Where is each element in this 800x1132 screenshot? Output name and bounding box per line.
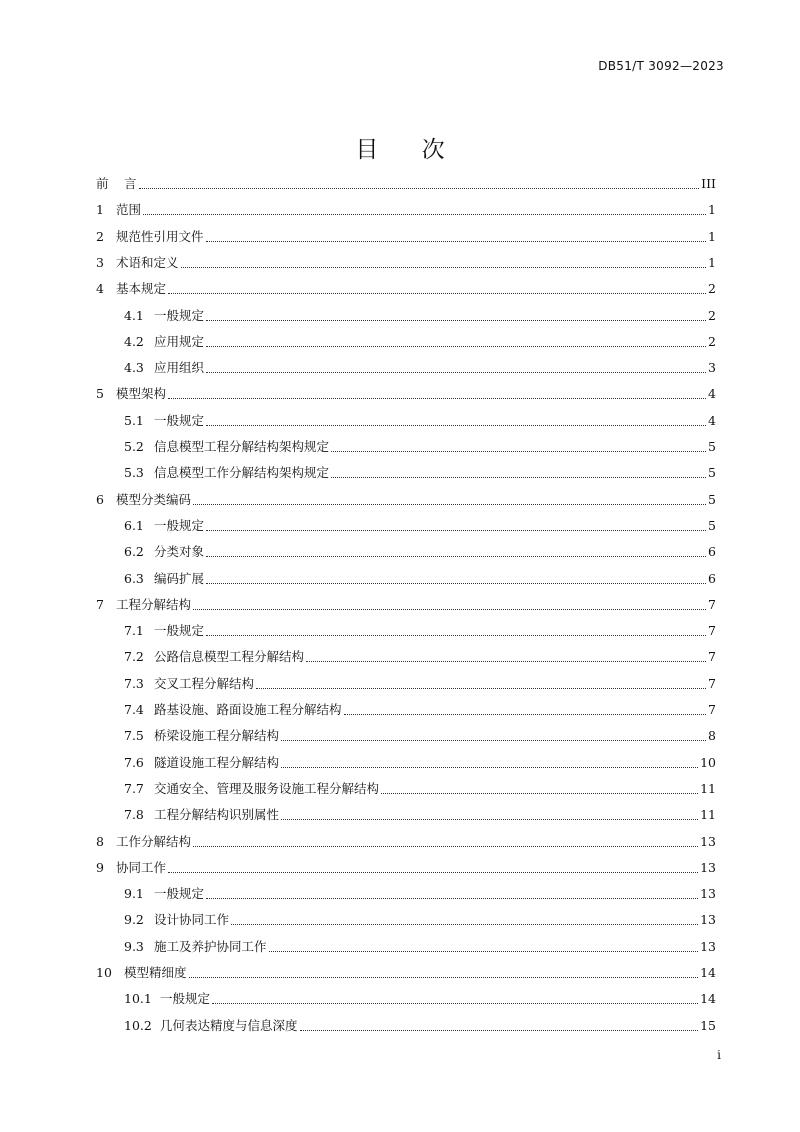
toc-entry-page: 2: [708, 333, 716, 349]
toc-entry-page: 8: [708, 728, 716, 744]
toc-entry-page: 14: [700, 965, 716, 980]
document-code: DB51/T 3092—2023: [598, 59, 724, 73]
toc-entry-title: 施工及养护协同工作: [154, 938, 267, 954]
toc-subentry[interactable]: [124, 328, 716, 350]
toc-leader-dots: [256, 687, 706, 689]
toc-entry-title: 一般规定: [160, 991, 211, 1007]
toc-leader-dots: [231, 923, 698, 925]
toc-entry-page: 14: [700, 991, 716, 1007]
toc-entry-title: 路基设施、路面设施工程分解结构: [154, 702, 342, 717]
toc-leader-dots: [193, 503, 706, 505]
toc-entry-page: 1: [708, 228, 716, 244]
toc-entry-title: 规范性引用文件: [116, 228, 204, 244]
toc-entry-page: 6: [708, 570, 716, 586]
toc-leader-dots: [331, 476, 706, 478]
toc-entry-number: 7.5: [124, 728, 144, 744]
toc-subentry[interactable]: [124, 565, 716, 587]
toc-entry-title: 几何表达精度与信息深度: [160, 1017, 298, 1033]
toc-entry-page: 11: [700, 780, 716, 796]
toc-subentry[interactable]: [124, 459, 716, 481]
toc-entry-number: 1: [96, 202, 104, 218]
toc-entry-page: 7: [708, 623, 716, 639]
toc-subentry[interactable]: [124, 617, 716, 639]
toc-subentry[interactable]: [124, 906, 716, 928]
toc-entry-title: 交通安全、管理及服务设施工程分解结构: [154, 780, 380, 796]
toc-leader-dots: [206, 424, 706, 426]
toc-subentry[interactable]: [124, 696, 716, 718]
toc-entry-title: 分类对象: [154, 544, 205, 560]
toc-entry-number: 10.1: [124, 991, 152, 1007]
toc-entry-number: 4.1: [124, 307, 144, 323]
toc-entry-title: 一般规定: [154, 623, 205, 639]
toc-entry-page: 7: [708, 596, 716, 612]
toc-subentry[interactable]: [124, 985, 716, 1007]
toc-leader-dots: [306, 660, 706, 662]
toc-leader-dots: [281, 739, 706, 741]
toc-entry-number: 8: [96, 833, 104, 849]
toc-entry-title: 协同工作: [116, 859, 167, 875]
toc-entry-page: 1: [708, 202, 716, 218]
toc-entry-title: 编码扩展: [154, 570, 205, 586]
toc-subentry[interactable]: [124, 722, 716, 744]
toc-entry-title: 隧道设施工程分解结构: [154, 754, 280, 770]
toc-entry-page: 2: [708, 281, 716, 297]
toc-leader-dots: [344, 713, 706, 715]
toc-entry-number: 6.1: [124, 517, 144, 533]
toc-entry-title: 一般规定: [154, 517, 205, 533]
toc-entry-number: 4.3: [124, 360, 144, 376]
toc-entry-page: 7: [708, 702, 716, 717]
toc-entry-page: 11: [700, 807, 716, 823]
toc-entry-number: 2: [96, 228, 104, 244]
toc-entry-number: 5.2: [124, 439, 144, 454]
toc-leader-dots: [168, 292, 706, 294]
toc-subentry[interactable]: [124, 538, 716, 560]
toc-entry-number: 10: [96, 965, 112, 980]
toc-entry-title: 术语和定义: [116, 254, 179, 270]
toc-leader-dots: [381, 792, 698, 794]
toc-entry-title: 应用规定: [154, 333, 205, 349]
toc-entry-page: 13: [700, 912, 716, 928]
toc-entry-title: 信息模型工程分解结构架构规定: [154, 439, 330, 454]
toc-entry-title: 模型精细度: [124, 965, 187, 980]
toc-entry-number: 3: [96, 254, 104, 270]
toc-entry-title: 模型分类编码: [116, 491, 192, 507]
toc-entry-number: 7.4: [124, 702, 144, 717]
toc-entry-title: 工程分解结构识别属性: [154, 807, 280, 823]
toc-entry-page: 7: [708, 675, 716, 691]
toc-entry-page: 15: [700, 1017, 716, 1033]
toc-entry-page: 13: [700, 859, 716, 875]
toc-entry-number: 9.3: [124, 938, 144, 954]
toc-entry-number: 4.2: [124, 333, 144, 349]
toc-entry-number: 9: [96, 859, 104, 875]
toc-entry-number: 9.1: [124, 886, 144, 902]
toc-leader-dots: [206, 319, 706, 321]
toc-entry-page: 10: [700, 754, 716, 770]
toc-entry-page: 4: [708, 412, 716, 428]
toc-entry[interactable]: [96, 223, 716, 245]
toc-entry-page: 3: [708, 360, 716, 376]
toc-leader-dots: [168, 397, 706, 399]
toc-entry-title: 模型架构: [116, 386, 167, 402]
toc-leader-dots: [168, 871, 698, 873]
toc-entry-page: 5: [708, 465, 716, 481]
toc-entry-page: 13: [700, 833, 716, 849]
toc-leader-dots: [206, 345, 706, 347]
toc-entry[interactable]: [96, 828, 716, 850]
toc-leader-dots: [181, 266, 706, 268]
toc-entry-number: 7.8: [124, 807, 144, 823]
toc-subentry[interactable]: [124, 354, 716, 376]
toc-entry-number: 6.3: [124, 570, 144, 586]
toc-entry-title: 应用组织: [154, 360, 205, 376]
toc-entry-page: 7: [708, 649, 716, 665]
page-number: i: [717, 1048, 721, 1062]
toc-entry-number: 4: [96, 281, 104, 297]
toc-entry-page: 4: [708, 386, 716, 402]
toc-entry-number: 7.7: [124, 780, 144, 796]
toc-leader-dots: [281, 766, 698, 768]
toc-leader-dots: [300, 1029, 699, 1031]
toc-entry-title: 一般规定: [154, 307, 205, 323]
toc-entry-title: 信息模型工作分解结构架构规定: [154, 465, 330, 481]
toc-subentry[interactable]: [124, 775, 716, 797]
toc-leader-dots: [206, 582, 706, 584]
toc-entry-number: 7.2: [124, 649, 144, 665]
toc-subentry[interactable]: [124, 749, 716, 771]
toc-entry[interactable]: [96, 170, 716, 192]
toc-entry-number: 前: [96, 176, 109, 191]
toc-subentry[interactable]: [124, 1012, 716, 1034]
toc-entry-number: 6: [96, 491, 104, 507]
toc-entry-number: 9.2: [124, 912, 144, 928]
toc-entry-page: 13: [700, 886, 716, 902]
toc-entry[interactable]: [96, 486, 716, 508]
toc-entry-number: 7.6: [124, 754, 144, 770]
toc-leader-dots: [212, 1002, 698, 1004]
toc-entry-title: 一般规定: [154, 412, 205, 428]
toc-entry-title: 桥梁设施工程分解结构: [154, 728, 280, 744]
toc-subentry[interactable]: [124, 302, 716, 324]
toc-entry-title: 工程分解结构: [116, 596, 192, 612]
toc-leader-dots: [143, 213, 706, 215]
page-title: 目 次: [355, 137, 463, 163]
toc-leader-dots: [206, 371, 706, 373]
toc-subentry[interactable]: [124, 433, 716, 455]
toc-subentry[interactable]: [124, 670, 716, 692]
toc-leader-dots: [206, 897, 698, 899]
toc-entry-number: 7.1: [124, 623, 144, 639]
toc-entry-page: 2: [708, 307, 716, 323]
toc-entry-title: 基本规定: [116, 281, 167, 297]
toc-entry-number: 5: [96, 386, 104, 402]
toc-entry-page: 5: [708, 439, 716, 454]
toc-leader-dots: [139, 187, 700, 189]
toc-entry-title: 设计协同工作: [154, 912, 230, 928]
toc-entry-title: 交叉工程分解结构: [154, 675, 255, 691]
toc-leader-dots: [193, 608, 706, 610]
toc-leader-dots: [206, 555, 706, 557]
toc-leader-dots: [281, 818, 698, 820]
toc-entry-number: 7: [96, 596, 104, 612]
toc-entry-number: 7.3: [124, 675, 144, 691]
toc-leader-dots: [206, 240, 706, 242]
toc-leader-dots: [206, 634, 706, 636]
toc-entry[interactable]: [96, 959, 716, 981]
toc-subentry[interactable]: [124, 880, 716, 902]
toc-entry-title: 公路信息模型工程分解结构: [154, 649, 305, 665]
toc-entry[interactable]: [96, 380, 716, 402]
toc-entry-page: 5: [708, 491, 716, 507]
toc-entry-title: 一般规定: [154, 886, 205, 902]
toc-leader-dots: [269, 950, 699, 952]
toc-entry-page: 1: [708, 254, 716, 270]
toc-entry-title: 工作分解结构: [116, 833, 192, 849]
toc-entry-number: 6.2: [124, 544, 144, 560]
toc-subentry[interactable]: [124, 512, 716, 534]
toc-entry-title: 范围: [116, 202, 142, 218]
toc-entry-number: 10.2: [124, 1017, 152, 1033]
toc-entry-page: III: [701, 176, 716, 191]
toc-subentry[interactable]: [124, 643, 716, 665]
toc-entry-title: 言: [124, 176, 137, 191]
toc-subentry[interactable]: [124, 933, 716, 955]
toc-leader-dots: [206, 529, 706, 531]
toc-entry[interactable]: [96, 854, 716, 876]
toc-entry-page: 6: [708, 544, 716, 560]
toc-leader-dots: [193, 845, 698, 847]
toc-entry[interactable]: [96, 591, 716, 613]
toc-entry-page: 5: [708, 517, 716, 533]
toc-entry-number: 5.3: [124, 465, 144, 481]
toc-entry-number: 5.1: [124, 412, 144, 428]
toc-entry[interactable]: [96, 275, 716, 297]
toc-entry[interactable]: [96, 196, 716, 218]
toc-subentry[interactable]: [124, 801, 716, 823]
toc-leader-dots: [189, 976, 699, 978]
toc-entry[interactable]: [96, 249, 716, 271]
toc-entry-page: 13: [700, 938, 716, 954]
toc-subentry[interactable]: [124, 407, 716, 429]
toc-leader-dots: [331, 450, 706, 452]
